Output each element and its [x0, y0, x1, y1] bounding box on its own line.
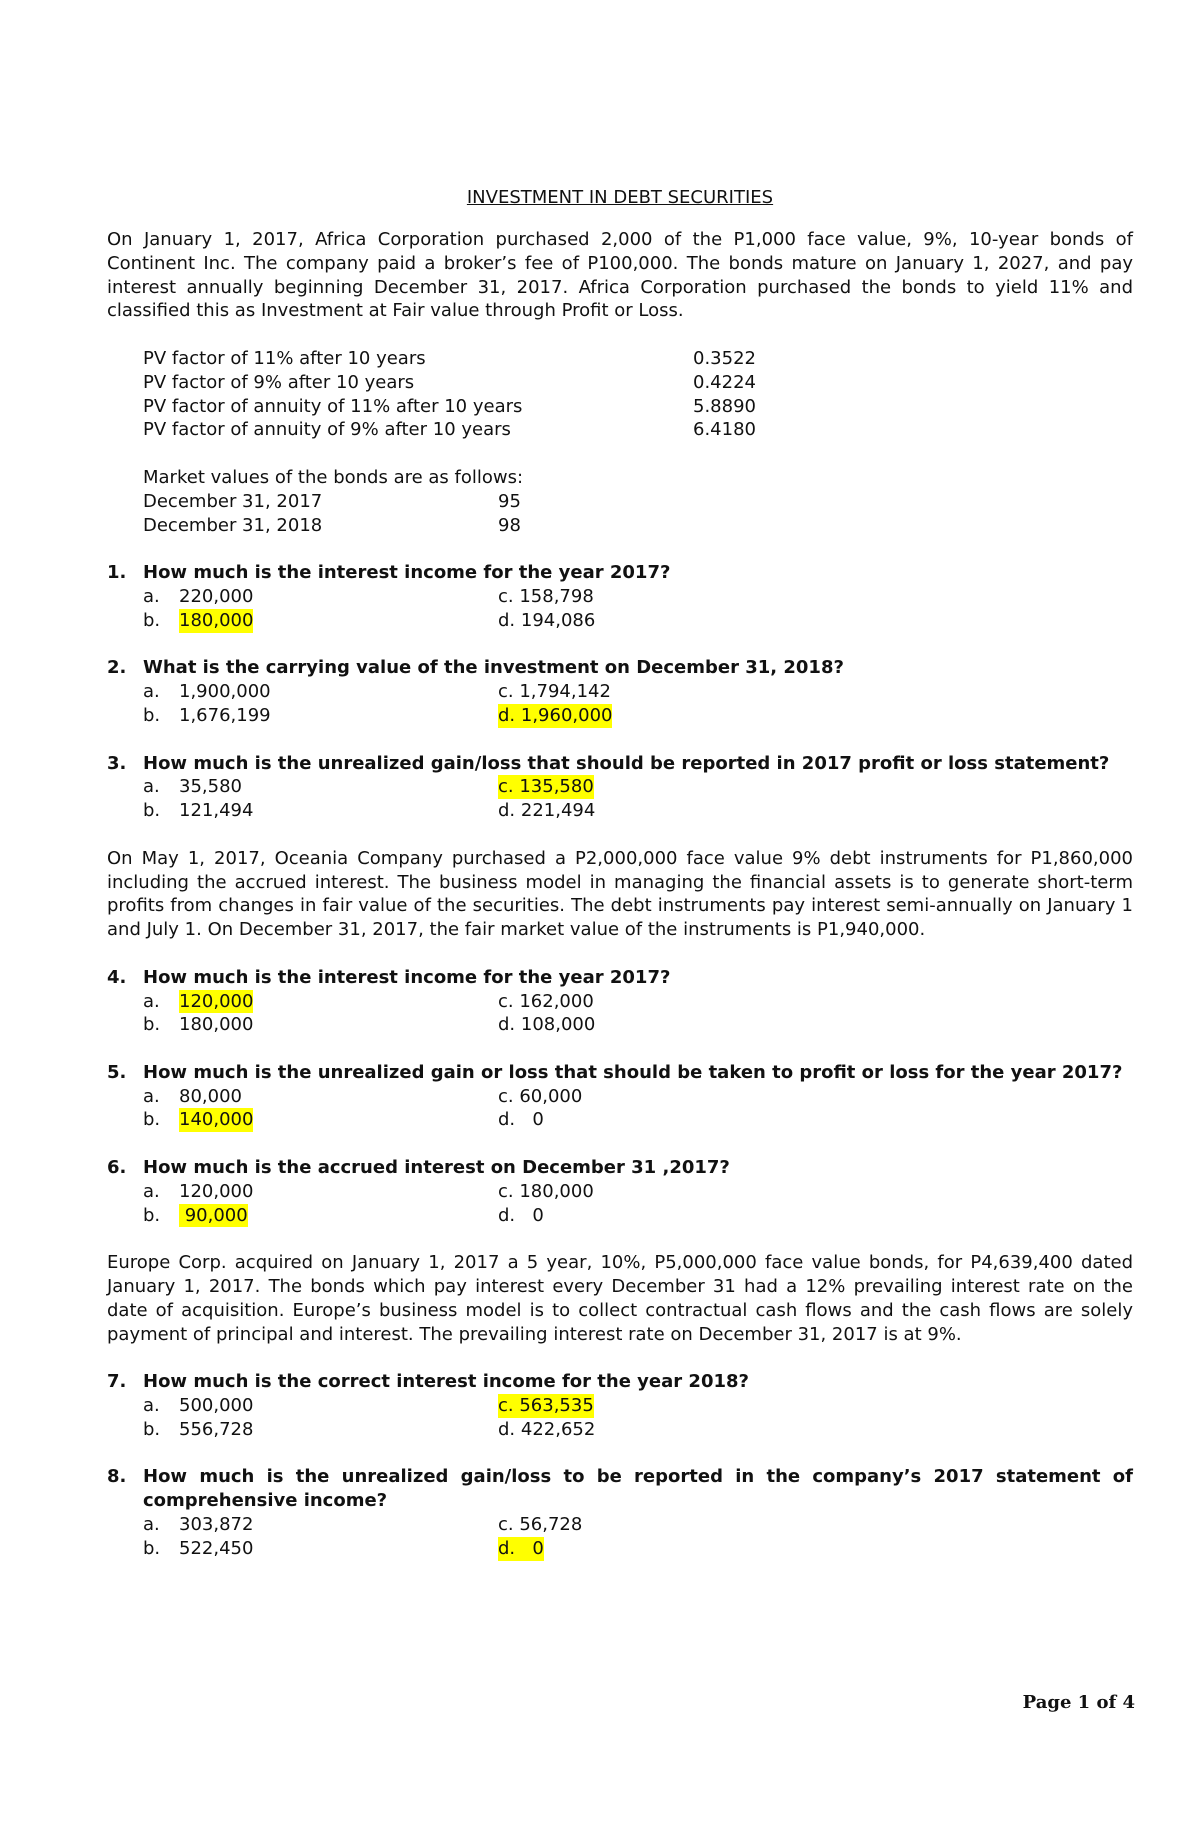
choice-a-highlighted: 120,000 — [179, 990, 254, 1012]
choice-c: c. 1,794,142 — [498, 681, 611, 703]
question-text — [107, 752, 1133, 776]
choice-letter: b. — [143, 800, 161, 822]
question-text — [107, 1156, 1133, 1180]
choice-d-highlighted: d. 0 — [498, 1537, 544, 1559]
choice-letter: b. — [143, 1418, 161, 1440]
choice-d: d. 0 — [498, 1109, 544, 1131]
choice-b-highlighted: 90,000 — [179, 1204, 248, 1226]
answer-choices — [143, 1085, 1133, 1133]
question-text — [107, 1061, 1133, 1085]
pv-factor-value: 0.3522 — [693, 347, 756, 369]
problem-intro-europe: Europe Corp. acquired on January 1, 2017 a 5 year, 10%, P5,000,000 face value bonds, for P4,639,400 dated January 1, 2017. The bonds which pay interest every December 31 had a 12% prevailing interest rate on the date of acquisition. Europe’s business model is to collect contractual cash flows and the cash flows are solely payment of principal and interest. The prevailing interest rate on December 31, 2017 is at 9%. — [107, 1252, 1133, 1345]
answer-choices — [143, 990, 1133, 1038]
choice-a: 120,000 — [179, 1180, 254, 1202]
market-value-row — [143, 490, 1133, 514]
question-item — [107, 1061, 1133, 1132]
question-stem: How much is the correct interest income for the year 2018? — [143, 1371, 749, 1393]
choice-d: d. 194,086 — [498, 609, 596, 631]
choice-c: c. 56,728 — [498, 1514, 583, 1536]
choice-letter: a. — [143, 990, 160, 1012]
choice-letter: a. — [143, 1514, 160, 1536]
answer-choices — [143, 1513, 1133, 1561]
choice-b: 121,494 — [179, 800, 254, 822]
choice-letter: a. — [143, 776, 160, 798]
choice-d: d. 0 — [498, 1204, 544, 1226]
pv-factor-label: PV factor of 9% after 10 years — [143, 371, 415, 393]
choice-letter: a. — [143, 585, 160, 607]
answer-choices — [143, 585, 1133, 633]
question-text — [107, 966, 1133, 990]
choice-letter: b. — [143, 1109, 161, 1131]
document-page — [107, 186, 1133, 1561]
question-stem: How much is the unrealized gain or loss that should be taken to profit or loss for the year 2017? — [143, 1061, 1123, 1083]
question-text — [107, 561, 1133, 585]
choice-letter: a. — [143, 1395, 160, 1417]
question-number: 2. — [107, 657, 127, 679]
question-text — [107, 1465, 1133, 1513]
answer-choices — [143, 680, 1133, 728]
question-number: 4. — [107, 966, 127, 988]
choice-a: 500,000 — [179, 1395, 254, 1417]
question-number: 1. — [107, 562, 127, 584]
choice-letter: b. — [143, 704, 161, 726]
question-item — [107, 656, 1133, 727]
question-item — [107, 1465, 1133, 1560]
choice-letter: b. — [143, 1537, 161, 1559]
document-title: INVESTMENT IN DEBT SECURITIES — [466, 187, 774, 208]
choice-letter: a. — [143, 1085, 160, 1107]
question-number: 5. — [107, 1061, 127, 1083]
choice-b: 180,000 — [179, 1014, 254, 1036]
market-value-date: December 31, 2018 — [143, 514, 323, 536]
question-number: 6. — [107, 1157, 127, 1179]
market-value-amount: 95 — [498, 490, 521, 512]
problem-intro-africa: On January 1, 2017, Africa Corporation purchased 2,000 of the P1,000 face value, 9%, 10-year bonds of Continent Inc. The company paid a broker’s fee of P100,000. The bonds mature on January 1, 2027, and pay interest annually beginning December 31, 2017. Africa Corporation purchased the bonds to yield 11% and classified this as Investment at Fair value through Profit or Loss. — [107, 229, 1133, 322]
page-number: Page 1 of 4 — [1022, 1692, 1135, 1713]
pv-factor-row — [143, 347, 1133, 371]
choice-c: c. 180,000 — [498, 1180, 594, 1202]
choice-letter: a. — [143, 1180, 160, 1202]
question-stem: How much is the unrealized gain/loss that should be reported in 2017 profit or loss statement? — [143, 752, 1110, 774]
choice-c: c. 158,798 — [498, 585, 594, 607]
pv-factor-row — [143, 395, 1133, 419]
choice-b-highlighted: 140,000 — [179, 1109, 254, 1131]
pv-factor-label: PV factor of 11% after 10 years — [143, 347, 426, 369]
market-values-heading: Market values of the bonds are as follows: — [143, 466, 524, 488]
choice-letter: b. — [143, 609, 161, 631]
pv-factor-row — [143, 371, 1133, 395]
question-item — [107, 1156, 1133, 1227]
market-value-date: December 31, 2017 — [143, 490, 323, 512]
choice-c-highlighted: c. 563,535 — [498, 1395, 594, 1417]
problem-intro-oceania: On May 1, 2017, Oceania Company purchased a P2,000,000 face value 9% debt instruments for P1,860,000 including the accrued interest. The business model in managing the financial assets is to generate short-term profits from changes in fair value of the securities. The debt instruments pay interest semi-annually on January 1 and July 1. On December 31, 2017, the fair market value of the instruments is P1,940,000. — [107, 847, 1133, 941]
answer-choices — [143, 1180, 1133, 1228]
choice-c: c. 162,000 — [498, 990, 594, 1012]
choice-c-highlighted: c. 135,580 — [498, 776, 594, 798]
question-stem: How much is the accrued interest on December 31 ,2017? — [143, 1157, 730, 1179]
choice-a: 303,872 — [179, 1514, 254, 1536]
question-stem: How much is the interest income for the year 2017? — [143, 966, 671, 988]
question-item — [107, 1370, 1133, 1441]
market-value-amount: 98 — [498, 514, 521, 536]
choice-a: 1,900,000 — [179, 681, 271, 703]
question-item — [107, 561, 1133, 632]
question-number: 8. — [107, 1466, 127, 1488]
choice-b: 1,676,199 — [179, 704, 271, 726]
pv-factor-value: 6.4180 — [693, 419, 756, 441]
choice-c: c. 60,000 — [498, 1085, 583, 1107]
choice-d: d. 221,494 — [498, 800, 596, 822]
question-number: 7. — [107, 1371, 127, 1393]
pv-factor-value: 0.4224 — [693, 371, 756, 393]
answer-choices — [143, 775, 1133, 823]
question-text — [107, 656, 1133, 680]
answer-choices — [143, 1394, 1133, 1442]
question-stem: What is the carrying value of the investment on December 31, 2018? — [143, 657, 844, 679]
question-number: 3. — [107, 752, 127, 774]
choice-d-highlighted: d. 1,960,000 — [498, 704, 613, 726]
choice-b-highlighted: 180,000 — [179, 609, 254, 631]
pv-factor-table — [143, 347, 1133, 537]
question-stem: How much is the unrealized gain/loss to be reported in the company’s 2017 statement of comprehensive income? — [143, 1466, 1133, 1512]
pv-factor-row — [143, 418, 1133, 442]
choice-a: 220,000 — [179, 585, 254, 607]
question-text — [107, 1370, 1133, 1394]
pv-factor-label: PV factor of annuity of 11% after 10 years — [143, 395, 523, 417]
choice-b: 556,728 — [179, 1418, 254, 1440]
choice-letter: a. — [143, 681, 160, 703]
choice-d: d. 108,000 — [498, 1014, 596, 1036]
pv-factor-value: 5.8890 — [693, 395, 756, 417]
choice-a: 35,580 — [179, 776, 242, 798]
question-stem: How much is the interest income for the year 2017? — [143, 562, 671, 584]
choice-d: d. 422,652 — [498, 1418, 596, 1440]
choice-b: 522,450 — [179, 1537, 254, 1559]
choice-letter: b. — [143, 1204, 161, 1226]
choice-a: 80,000 — [179, 1085, 242, 1107]
question-item — [107, 752, 1133, 823]
choice-letter: b. — [143, 1014, 161, 1036]
market-value-row — [143, 514, 1133, 538]
pv-factor-label: PV factor of annuity of 9% after 10 years — [143, 419, 511, 441]
question-item — [107, 966, 1133, 1037]
